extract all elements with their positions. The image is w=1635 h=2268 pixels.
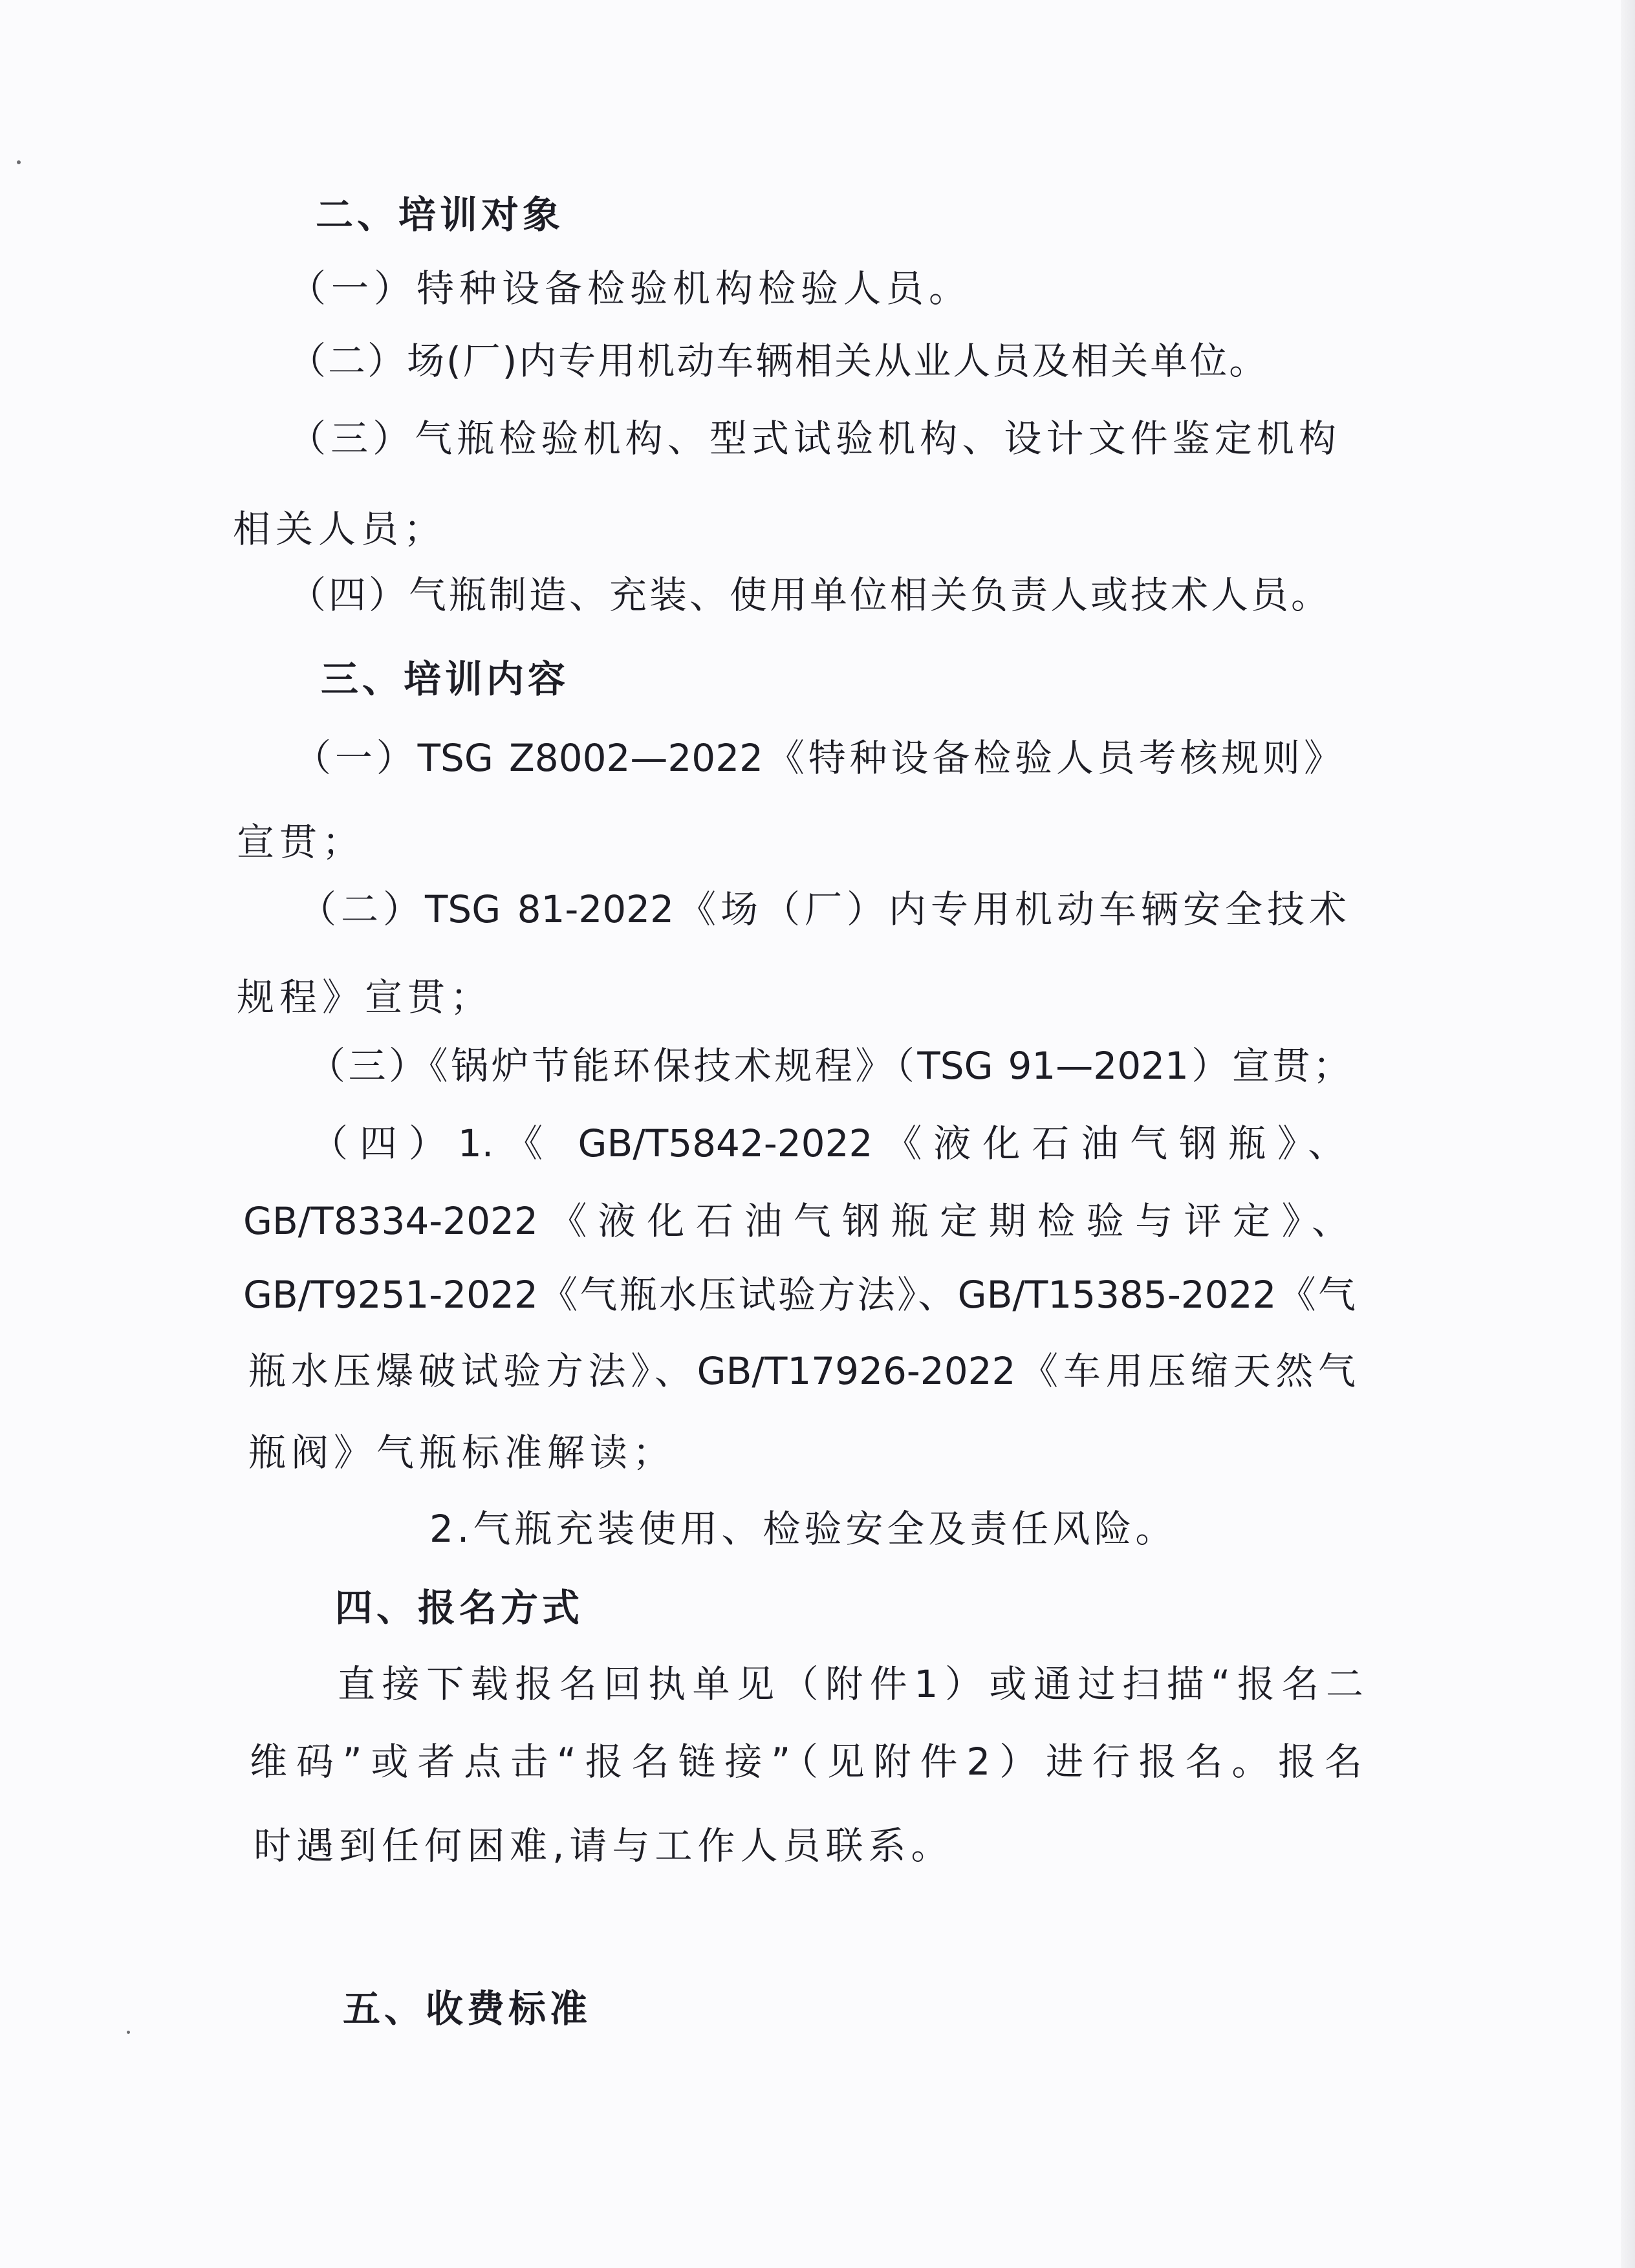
training-content-item-4-line-5: 瓶阀》气瓶标准解读； (248, 1431, 676, 1474)
registration-line-3: 时遇到任何困难,请与工作人员联系。 (254, 1824, 954, 1868)
training-target-item-1: （一）特种设备检验机构检验人员。 (288, 266, 972, 310)
section-heading-registration: 四、报名方式 (335, 1586, 584, 1630)
section-heading-training-content: 三、培训内容 (321, 657, 570, 701)
section-heading-training-targets: 二、培训对象 (316, 193, 565, 237)
training-content-item-2: （二）TSG 81-2022《场（厂）内专用机动车辆安全技术 (299, 887, 1347, 931)
registration-line-2: 维码”或者点击“报名链接”（见附件2）进行报名。报名 (250, 1740, 1362, 1784)
training-content-item-4-line-2: GB/T8334-2022《液化石油气钢瓶定期检验与评定》、 (243, 1199, 1349, 1243)
training-content-item-4-line-3: GB/T9251-2022《气瓶水压试验方法》、GB/T15385-2022《气 (243, 1273, 1356, 1317)
section-heading-fee-standard: 五、收费标准 (343, 1987, 592, 2031)
training-content-item-1: （一）TSG Z8002—2022《特种设备检验人员考核规则》 (294, 736, 1341, 780)
scan-speck (17, 160, 21, 164)
training-content-item-4: （四）1.《 GB/T5842-2022《液化石油气钢瓶》、 (310, 1121, 1345, 1165)
scan-edge (1621, 0, 1635, 2268)
training-target-item-4: （四）气瓶制造、充装、使用单位相关负责人或技术人员。 (288, 573, 1332, 617)
training-target-item-3-continued: 相关人员； (233, 507, 447, 551)
registration-line-1: 直接下载报名回执单见（附件1）或通过扫描“报名二 (338, 1662, 1363, 1706)
training-content-item-4-point-2: 2.气瓶充装使用、检验安全及责任风险。 (429, 1507, 1177, 1551)
training-content-item-3: （三）《锅炉节能环保技术规程》（TSG 91—2021）宣贯； (308, 1044, 1350, 1088)
training-content-item-1-continued: 宣贯； (237, 820, 365, 864)
training-target-item-2: （二）场(厂)内专用机动车辆相关从业人员及相关单位。 (288, 339, 1269, 383)
training-target-item-3: （三）气瓶检验机构、型式试验机构、设计文件鉴定机构 (288, 416, 1336, 460)
scan-speck (127, 2031, 130, 2034)
training-content-item-4-line-4: 瓶水压爆破试验方法》、GB/T17926-2022《车用压缩天然气 (248, 1349, 1356, 1393)
training-content-item-2-continued: 规程》宣贯； (237, 975, 493, 1019)
